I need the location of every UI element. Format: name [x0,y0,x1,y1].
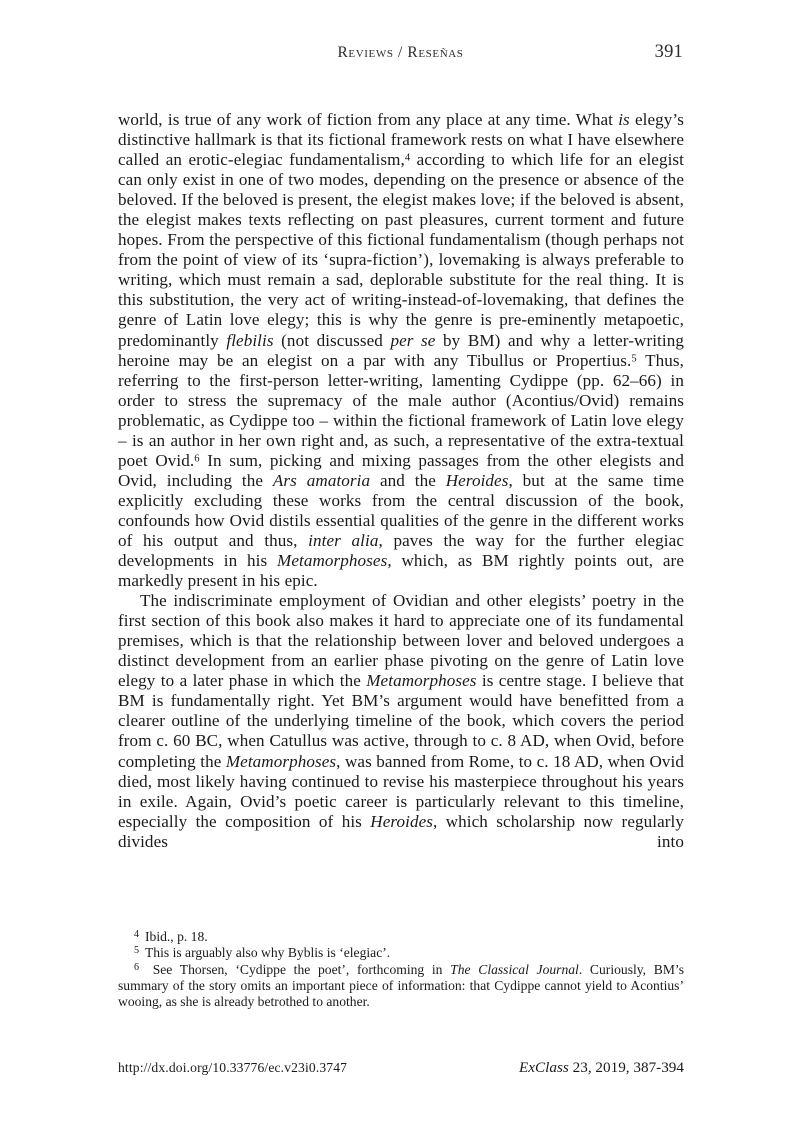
italic-title-metamorphoses: Metamorphoses [277,551,388,571]
citation-detail: 23, 2019, 387-394 [568,1059,684,1076]
text-run: , but at the same time explicitly excluding these works from the central discussion of the book, confounds how Ovid distils essential qualities of the genre in the different works of his output and thus, [118,470,684,550]
italic-title-heroides: Heroides [370,811,433,831]
text-run: Thus, referring to the first-person letter-writing, lamenting Cydippe (pp. 62–66) in order to stress the supremacy of the male author (Acontius/Ovid) remains problematic, as Cydippe too – within the fictional framework of Latin love elegy – is an author in her own right and, as such, a representative of the extra-textual poet Ovid. [118,350,684,470]
text-run: is centre stage. I believe that BM is fundamentally right. Yet BM’s argument would have benefitted from a clearer outline of the underlying timeline of the book, which covers the period from c. 60 BC, when Catullus was active, through to c. 8 AD, when Ovid, before completing the [118,671,685,771]
text-run: and the [370,470,446,490]
running-header [118,44,683,68]
paragraph-continuation [118,110,684,591]
italic-term-inter-alia: inter alia [308,530,379,550]
footnote-text: See Thorsen, ‘Cydippe the poet’, forthcoming in [145,961,451,977]
italic-journal-title: The Classical Journal [450,961,579,977]
text-run: world, is true of any work of fiction from any place at any time. What [118,110,619,129]
paragraph-body [118,591,684,872]
italic-title-ars-amatoria: Ars amatoria [272,470,371,490]
text-run: , which, as BM rightly points out, are markedly present in his epic. [118,551,684,591]
italic-term-per-se: per se [390,330,436,350]
text-run: according to which life for an elegist can only exist in one of two modes, depending on the presence or absence of the beloved. If the beloved is present, the elegist makes love; if the beloved is absent, the elegist makes texts reflecting on past pleasures, current torment and future hopes. From the perspective of this fictional fundamentalism (though perhaps not from the point of view of its ‘supra-fiction’), lovemaking is always preferable to writing, which must remain a sad, deplorable substitute for the real thing. It is this substitution, the very act of writing-instead-of-lovemaking, that defines the genre of Latin love elegy; this is why the genre is pre-eminently metapoetic, predominantly [118,150,684,350]
text-run: , which scholarship now regularly divides into [118,811,685,851]
italic-title-metamorphoses: Metamorphoses [225,751,337,771]
footnote-text: This is arguably also why Byblis is ‘elegiac’. [145,945,391,961]
footnote-marker-4[interactable]: 4 [404,152,411,164]
footnote-text: Ibid., p. 18. [145,929,208,944]
italic-emphasis-is: is [618,110,630,129]
text-run: elegy’s distinctive hallmark is that its fictional framework rests on what I have elsewhere called an erotic-elegiac fundamentalism, [118,110,684,170]
footnote-number: 5 [133,945,139,957]
italic-title-metamorphoses: Metamorphoses [366,671,477,691]
footnote-item [118,945,684,961]
italic-title-heroides: Heroides [445,470,509,490]
page-title: Reviews / Reseñas [337,44,464,61]
text-run: (not discussed [273,330,391,350]
footnote-marker-5[interactable]: 5 [631,353,637,365]
text-run: by BM) and why a letter-writing heroine may be an elegist on a par with any Tibullus or Propertius. [118,330,684,370]
text-run: In sum, picking and mixing passages from the other elegists and Ovid, including the [118,450,684,490]
footnote-number: 6 [133,961,139,973]
footnote-number: 4 [133,928,139,940]
footnotes-section [118,929,684,1010]
footnote-marker-6[interactable]: 6 [194,453,200,465]
italic-journal-abbrev: ExClass [519,1059,569,1076]
footnote-item [118,929,684,945]
page-footer [118,1060,684,1084]
italic-term-flebilis: flebilis [226,330,274,350]
text-run: , paves the way for the further elegiac developments in his [118,530,684,571]
footnote-item [118,962,684,1011]
footnote-text: . Curiously, BM’s summary of the story omits an important piece of information: that Cydippe cannot yield to Acontius’ wooing, as she is already betrothed to another. [118,961,684,1010]
journal-citation [519,1059,684,1077]
body-text-block [118,110,684,872]
text-run: , was banned from Rome, to c. 18 AD, when Ovid died, most likely having continued to revise his masterpiece throughout his years in exile. Again, Ovid’s poetic career is particularly relevant to this timeline, especially the composition of his [118,751,684,831]
doi-link[interactable]: http://dx.doi.org/10.33776/ec.v23i0.3747 [118,1060,348,1075]
page-number: 391 [654,42,683,62]
text-run: The indiscriminate employment of Ovidian and other elegists’ poetry in the first section of this book also makes it hard to appreciate one of its fundamental premises, which is that the relationship between lover and beloved undergoes a distinct development from an earlier phase pivoting on the genre of Latin love elegy to a later phase in which the [118,591,684,691]
